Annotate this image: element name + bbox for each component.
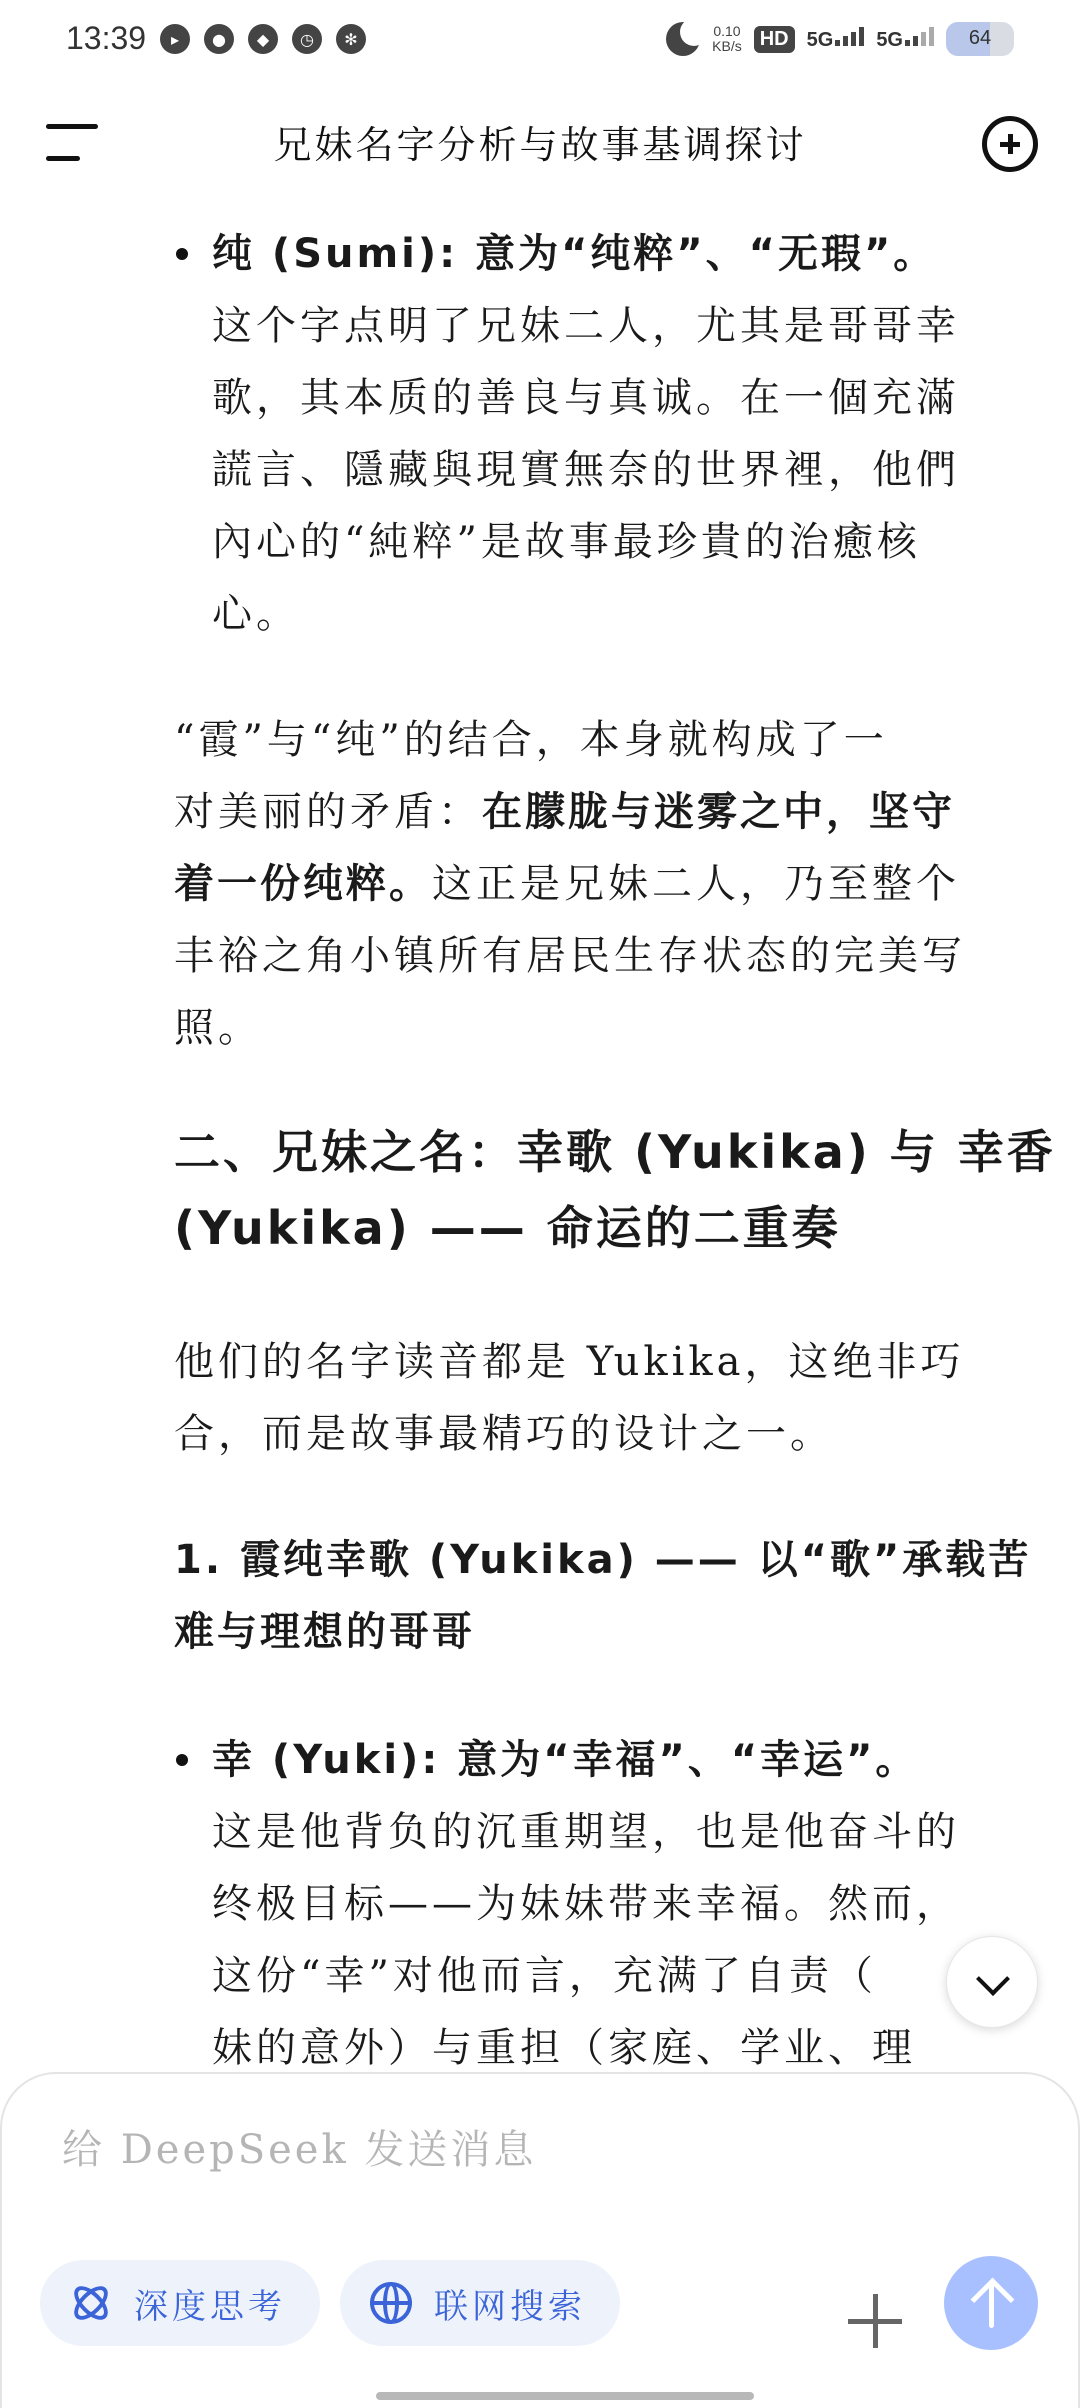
battery-level: 64 [968,27,992,49]
text-line: 这是他背负的沉重期望，也是他奋斗的 [212,1809,960,1855]
chevron-down-icon[interactable] [946,1936,1038,2028]
globe-icon [370,2282,412,2324]
text-line: 丰裕之角小镇所有居民生存状态的完美写 [174,933,966,979]
atom-icon [70,2282,112,2324]
web-search-button[interactable]: 联网搜索 [340,2260,620,2346]
text-line: 歌，其本质的善良与真诚。在一個充滿 [212,375,960,421]
status-indicators [666,22,1014,56]
text-line: 对美丽的矛盾：在朦胧与迷雾之中，坚守 [174,789,955,835]
subsection-heading: 1. 霞纯幸歌 (Yukika) —— 以“歌”承载苦 [174,1537,1032,1583]
text-line: 这份“幸”对他而言，充满了自责（ [212,1953,877,1999]
settings-gear-icon: ✻ [336,24,366,54]
hd-voice-icon: HD [754,26,795,53]
text-line: 照。 [174,1005,262,1051]
alarm-icon: ◷ [292,24,322,54]
battery-icon [946,22,1014,56]
wechat-icon: ● [204,24,234,54]
home-indicator [376,2392,754,2400]
text-line: 他们的名字读音都是 Yukika，这绝非巧 [174,1339,965,1385]
text-line: 心。 [212,591,300,637]
video-app-icon: ▸ [160,24,190,54]
bullet-item-yuki: 幸 (Yuki): 意为“幸福”、“幸运”。 [212,1737,919,1783]
send-button[interactable] [944,2256,1038,2350]
text-line: 终极目标——为妹妹带来幸福。然而， [212,1881,960,1927]
bullet-item-sumi: 纯 (Sumi): 意为“纯粹”、“无瑕”。 [212,231,937,277]
section-heading: 二、兄妹之名：幸歌 (Yukika) 与 幸香 [174,1125,1056,1179]
notification-icons [160,24,366,54]
text-line: 內心的“純粹”是故事最珍貴的治癒核 [212,519,921,565]
text-line: 这个字点明了兄妹二人，尤其是哥哥幸 [212,303,960,349]
bullet-dot [176,248,188,260]
chat-header [0,84,1080,204]
menu-icon[interactable] [46,124,98,164]
message-content [0,204,1080,2074]
deep-think-button[interactable]: 深度思考 [40,2260,320,2346]
signal-sim1-icon: 5G [807,26,865,52]
signal-sim2-icon: 5G [876,26,934,52]
message-composer [0,2072,1080,2408]
section-heading: (Yukika) —— 命运的二重奏 [174,1201,841,1255]
app-notification-icon: ◆ [248,24,278,54]
network-speed: 0.10 KB/s [712,23,742,54]
subsection-heading: 难与理想的哥哥 [174,1609,475,1655]
message-input[interactable]: 给 DeepSeek 发送消息 [62,2127,537,2173]
plus-icon[interactable] [848,2294,902,2348]
text-line: 合，而是故事最精巧的设计之一。 [174,1411,834,1457]
chat-title: 兄妹名字分析与故事基调探讨 [273,123,807,167]
text-line: 謊言、隱藏與現實無奈的世界裡，他們 [212,447,960,493]
new-chat-icon[interactable] [982,116,1038,172]
status-bar [0,0,1080,84]
status-time: 13:39 [66,20,147,56]
text-line: 妹的意外）与重担（家庭、学业、理 [212,2025,916,2071]
bullet-dot [176,1754,188,1766]
text-line: “霞”与“纯”的结合，本身就构成了一 [174,717,888,763]
do-not-disturb-icon [666,22,700,56]
text-line: 着一份纯粹。这正是兄妹二人，乃至整个 [174,861,960,907]
